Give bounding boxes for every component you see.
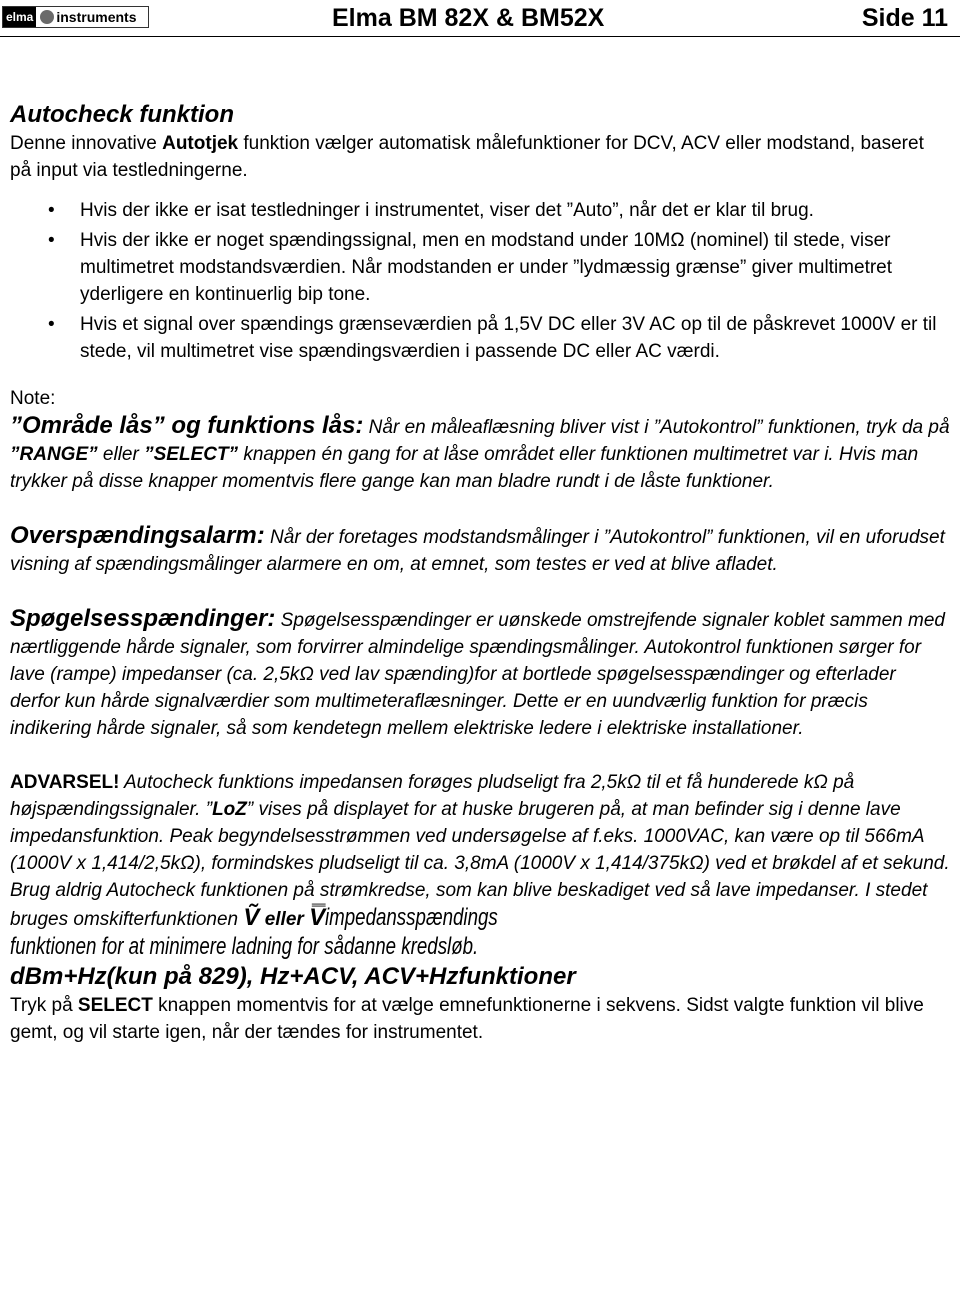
dbm-heading: dBm+Hz(kun på 829), Hz+ACV, ACV+Hzfunktioner [10,963,576,990]
note-label: Note: [10,388,56,409]
bullet-text: Hvis der ikke er noget spændingssignal, men en modstand under 10MΩ (nominel) til stede, viser multimetret modstandsværdien. Når modstanden er under ”lydmæssig grænse” giver multimetret yderligere en kontinuerlig bip tone. [80,230,893,305]
page-header [0,0,960,37]
logo-elma-text: elma [3,7,36,27]
bullet-item [10,197,950,224]
overspaending-paragraph [10,522,950,578]
autocheck-intro [10,130,950,184]
advarsel-paragraph [10,769,950,962]
logo-circle-icon [40,10,54,24]
intro-text-a: Denne innovative [10,133,163,154]
note-text-2: eller [97,444,145,465]
spoegelse-term: Spøgelsesspændinger: [10,605,276,632]
eller-word: eller [259,909,310,930]
bullet-item [10,227,950,308]
bullet-text: Hvis et signal over spændings grænseværdien på 1,5V DC eller 3V AC op til de påskrevet 1000V er til stede, vil multimetret vise spændingsværdien i passende DC eller AC værdi. [80,314,937,362]
ac-voltage-symbol: Ṽ [243,904,260,931]
advarsel-text-2: ” vises på displayet for at huske brugeren på, at man befinder sig i denne lave impedansfunktion. Peak begyndelsesstrømmen ved undersøgelse af f.eks. 1000VAC, kan være op til 566mA (1000V x 1,414/2,5kΩ), formindskes pludseligt til ca. 3,8mA (1000V x 1,414/375kΩ) ved et brøkdel af et sekund. Brug aldrig Autocheck funktionen på strømkredse, som kan blive beskadiget ved så lave impedanser. I stedet bruges omskifterfunktionen [10,799,950,930]
overspaending-text: Når der foretages modstandsmålinger i ”Autokontrol” funktionen, vil en uforudset visning af spændingsmålinger alarmere en om, at emnet, som testes er ved at blive afladet. [10,527,945,575]
document-title: Elma BM 82X & BM52X [332,4,605,32]
spoegelse-paragraph [10,605,950,742]
spoegelse-text: Spøgelsesspændinger er uønskede omstrejfende signaler koblet sammen med nærtliggende hårde signaler, som forvirrer almindelige spændingsmålinger. Autokontrol funktionen sørger for lave (rampe) impedanser (ca. 2,5kΩ ved lav spænding)for at bortlede spøgelsesspændinger og efterlader derfor kun hårde signalværdier som multimeteraflæsninger. Dette er en uundværlig funktion for præcis indikering hårde signaler, så som kendetegn mellem elektriske ledere i elektriske installationer. [10,610,945,739]
bullet-item [10,311,950,365]
bullet-dot-icon: • [48,314,55,335]
dc-voltage-symbol: V̿ [309,904,326,931]
dbm-text-2: knappen momentvis for at vælge emnefunktionerne i sekvens. Sidst valgte funktion vil blive gemt, og vil starte igen, når der tændes for instrumentet. [10,995,924,1043]
logo-instruments-part [36,7,148,27]
advarsel-text-3: impedansspændings [325,904,498,931]
overspaending-term: Overspændingsalarm: [10,522,265,549]
elma-instruments-logo [2,6,149,28]
bullet-dot-icon: • [48,230,55,251]
dbm-select-keyword: SELECT [77,995,153,1016]
autocheck-heading: Autocheck funktion [10,101,235,128]
note-paragraph [10,412,950,495]
intro-text-b: funktion vælger automatisk målefunktioner for DCV, ACV eller modstand, baseret på input via testledningerne. [10,133,924,181]
note-text-3: knappen én gang for at låse området eller funktionen multimetret var i. Hvis man trykker på disse knapper momentvis flere gange kan man bladre rundt i de låste funktioner. [10,444,919,492]
advarsel-text-4: funktionen for at minimere ladning for sådanne kredsløb. [10,933,479,960]
dbm-paragraph [10,992,950,1046]
note-text-1: Når en måleaflæsning bliver vist i ”Autokontrol” funktionen, tryk da på [363,417,950,438]
advarsel-text-1: Autocheck funktions impedansen forøges pludseligt fra 2,5kΩ til et få hunderede kΩ på højspændingssignaler. ” [10,772,855,820]
bullet-dot-icon: • [48,200,55,221]
intro-bold: Autotjek [162,133,239,154]
autocheck-bullet-list [10,197,950,365]
logo-instruments-text: instruments [56,9,137,25]
page-number: Side 11 [861,4,948,32]
bullet-text: Hvis der ikke er isat testledninger i instrumentet, viser det ”Auto”, når det er klar til brug. [80,200,814,221]
loz-keyword: LoZ [212,799,247,820]
dbm-text-1: Tryk på [10,995,78,1016]
select-keyword: ”SELECT” [144,444,239,465]
note-term: ”Område lås” og funktions lås: [10,412,364,439]
page-content [10,100,950,1046]
advarsel-label: ADVARSEL! [10,772,120,793]
range-keyword: ”RANGE” [10,444,98,465]
